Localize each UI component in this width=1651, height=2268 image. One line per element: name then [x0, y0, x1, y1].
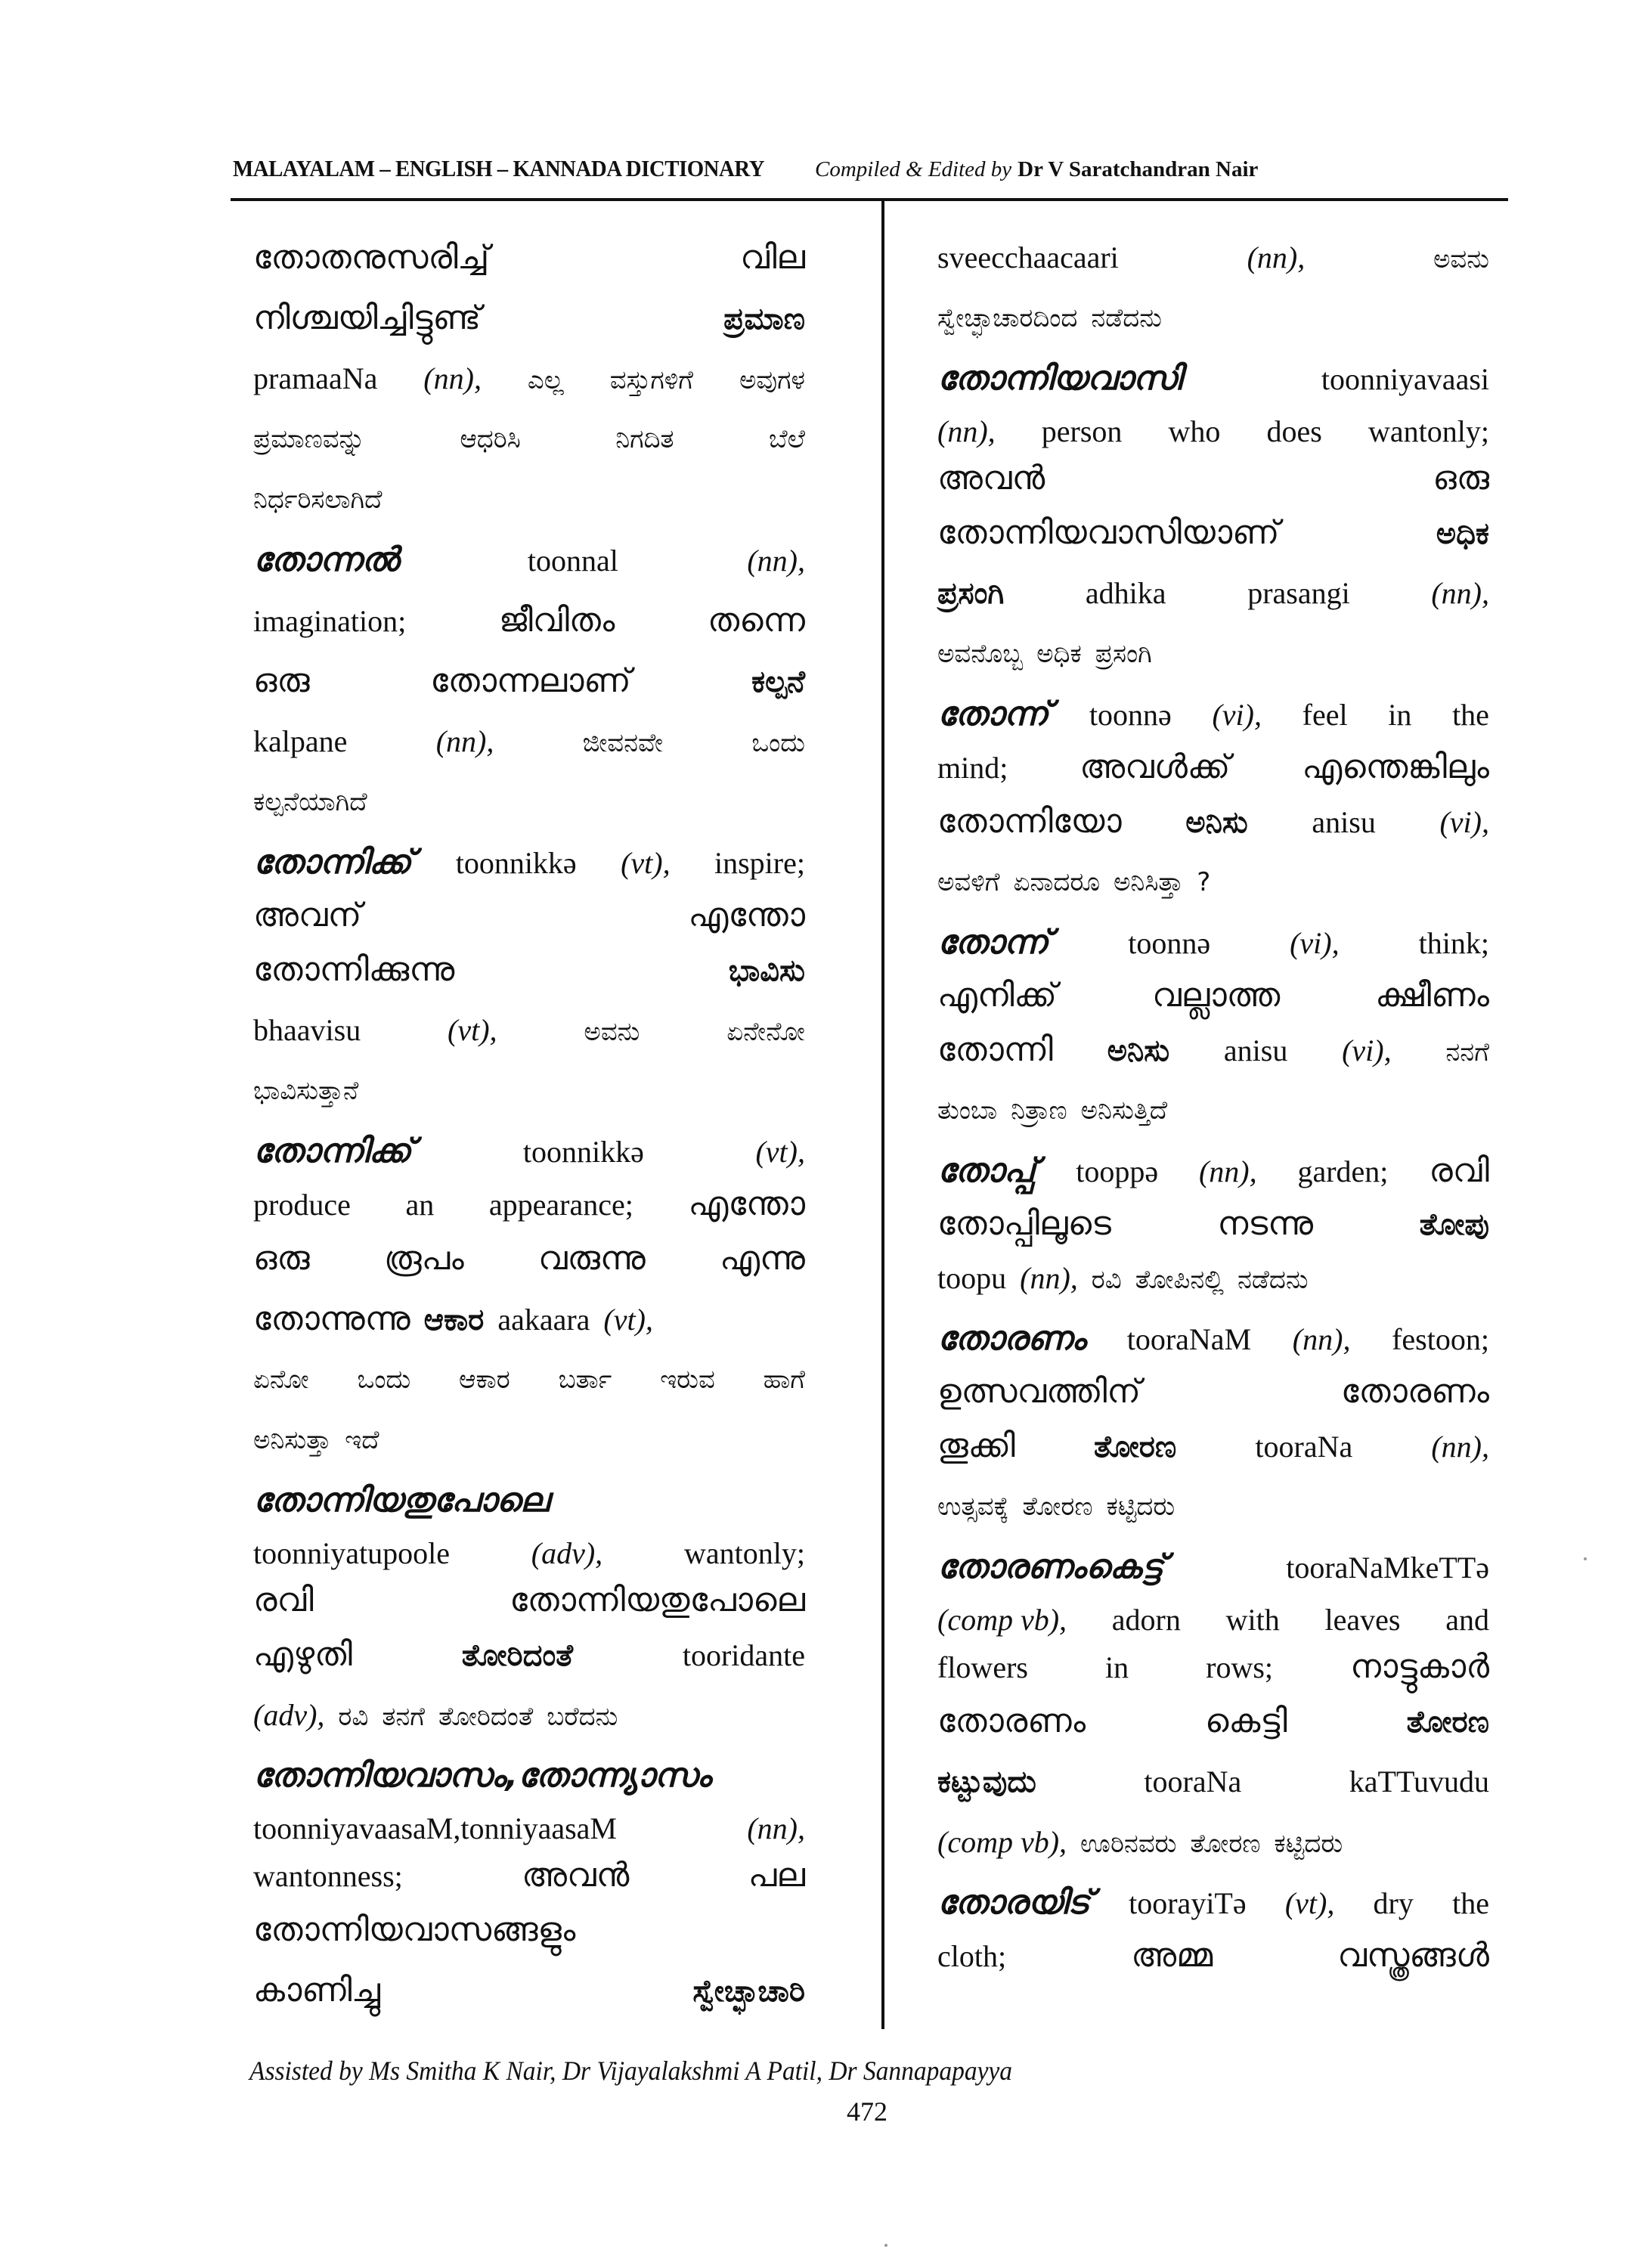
- english-text: toonnə: [1089, 698, 1172, 732]
- kannada-headword: ಪ್ರಮಾಣ: [723, 302, 805, 336]
- grammar-label: (nn),: [423, 361, 482, 395]
- column-divider: [881, 200, 884, 2029]
- malayalam-text: തന്നെ: [708, 601, 805, 640]
- scan-speck: [884, 2244, 887, 2247]
- dictionary-line: [253, 1852, 805, 1899]
- grammar-label: (vt),: [1284, 1886, 1335, 1920]
- dictionary-line: [253, 650, 805, 711]
- english-text: toonniyavaasaM,tonniyaasaM: [253, 1811, 617, 1845]
- dictionary-line: [253, 1181, 805, 1228]
- kannada-text: ಆಧರಿಸಿ: [460, 424, 521, 454]
- kannada-headword: ತೋರಣ: [1093, 1430, 1177, 1464]
- dictionary-line: [937, 562, 1489, 623]
- malayalam-text: എന്തോ: [688, 1185, 805, 1223]
- malayalam-text: അവന്: [253, 896, 362, 934]
- page-number: 472: [847, 2096, 887, 2127]
- kannada-text: ಅವಳಿಗೆ: [937, 867, 1000, 897]
- malayalam-text: തോപ്പിലൂടെ: [937, 1204, 1111, 1243]
- malayalam-text: തോന്നിയോ: [937, 802, 1122, 841]
- kannada-text: ಅನಿಸಿತ್ತಾ: [1114, 867, 1184, 897]
- english-text: anisu: [1312, 805, 1376, 839]
- dictionary-line: [253, 1228, 805, 1288]
- dictionary-line: [937, 408, 1489, 455]
- english-text: toonniyatupoole: [253, 1536, 450, 1570]
- headword: തോന്നിയതുപോലെ: [253, 1481, 549, 1520]
- kannada-text: ತೋರಿದಂತೆ: [438, 1702, 534, 1732]
- english-text: kaTTuvudu: [1349, 1765, 1489, 1799]
- malayalam-text: ഒരു: [1433, 459, 1489, 497]
- dictionary-line: [253, 590, 805, 650]
- dictionary-title: MALAYALAM – ENGLISH – KANNADA DICTIONARY: [233, 155, 765, 181]
- english-text: bhaavisu: [253, 1013, 361, 1047]
- english-text: imagination;: [253, 604, 407, 638]
- english-text: tooraNaM: [1126, 1322, 1252, 1356]
- dictionary-line: [253, 1577, 805, 1624]
- dictionary-line: [253, 1288, 805, 1349]
- malayalam-text: ഒരു: [253, 1239, 310, 1278]
- grammar-label: (vi),: [1212, 698, 1262, 732]
- dictionary-line: [253, 408, 805, 469]
- english-text: tooraNa: [1255, 1430, 1353, 1464]
- english-text: toonnikkə: [455, 846, 577, 880]
- headword: തോന്നിക്ക്: [253, 1132, 412, 1170]
- grammar-label: (nn),: [1198, 1154, 1257, 1188]
- headword: തോന്നിയവാസം,തോന്ന്യാസം: [253, 1756, 711, 1795]
- english-text: does: [1266, 414, 1322, 448]
- dictionary-line: [253, 1899, 805, 1960]
- malayalam-text: അവൻ: [522, 1856, 630, 1895]
- grammar-label: (nn),: [747, 544, 805, 578]
- grammar-label: (nn),: [937, 414, 996, 448]
- english-text: toonniyavaasi: [1321, 362, 1489, 396]
- kannada-text: ಉತ್ಸವಕ್ಕೆ: [937, 1492, 1009, 1522]
- dictionary-line: [253, 529, 805, 590]
- dictionary-line: [937, 1308, 1489, 1368]
- grammar-label: (vt),: [603, 1303, 653, 1337]
- kannada-headword: ಅನಿಸು: [1185, 805, 1248, 840]
- dictionary-line: [253, 1745, 805, 1805]
- english-text: adhika: [1085, 576, 1166, 610]
- malayalam-text: എന്തെങ്കിലും: [1302, 748, 1489, 786]
- english-text: an: [405, 1188, 435, 1222]
- dictionary-line: [937, 455, 1489, 502]
- kannada-text: ಬೆಲೆ: [769, 424, 805, 454]
- english-text: pramaaNa: [253, 361, 378, 395]
- dictionary-line: [253, 1960, 805, 2020]
- kannada-text: ಅವನು: [1433, 244, 1489, 274]
- dictionary-line: [937, 1368, 1489, 1415]
- english-text: dry: [1373, 1886, 1414, 1920]
- kannada-text: ನಡೆದನು: [1237, 1265, 1309, 1295]
- malayalam-text: കെട്ടി: [1204, 1702, 1287, 1740]
- english-text: garden;: [1297, 1154, 1389, 1188]
- grammar-label: (nn),: [1020, 1261, 1078, 1295]
- kannada-headword: ಅನಿಸು: [1107, 1033, 1170, 1068]
- left-column: [253, 227, 805, 2020]
- grammar-label: (vt),: [448, 1013, 497, 1047]
- kannada-text: ಎಲ್ಲ: [527, 365, 564, 395]
- kannada-headword: ಕಲ್ಪನೆ: [751, 665, 805, 699]
- header-rule: [231, 198, 1508, 201]
- kannada-text: ಏನಾದರೂ: [1013, 867, 1101, 897]
- english-text: with: [1225, 1603, 1280, 1637]
- kannada-headword: ತೋರಣ: [1406, 1705, 1489, 1740]
- english-text: anisu: [1223, 1033, 1288, 1067]
- malayalam-text: നാട്ടുകാർ: [1350, 1647, 1489, 1686]
- english-text: tooppə: [1076, 1154, 1159, 1188]
- right-column: [937, 227, 1489, 1979]
- dictionary-line: [253, 1805, 805, 1852]
- kannada-headword: ಕಟ್ಟುವುದು: [937, 1765, 1036, 1799]
- headword: തോരണംകെട്ട്: [937, 1548, 1164, 1586]
- dictionary-line: [253, 1470, 805, 1530]
- kannada-text: ಇರುವ: [660, 1365, 715, 1395]
- dictionary-line: [253, 348, 805, 408]
- kannada-text: ಊರಿನವರು: [1080, 1829, 1177, 1859]
- grammar-label: (adv),: [253, 1698, 325, 1732]
- dictionary-line: [253, 1684, 805, 1745]
- english-text: toonnə: [1128, 926, 1211, 960]
- malayalam-text: തോന്നലാണ്: [430, 662, 631, 700]
- dictionary-line: [937, 744, 1489, 791]
- grammar-label: (nn),: [1431, 576, 1489, 610]
- dictionary-line: [937, 851, 1489, 912]
- dictionary-line: [937, 1644, 1489, 1690]
- scan-speck: [1584, 1557, 1587, 1560]
- kannada-text: ಸ್ವೇಚ್ಛಾಚಾರದಿಂದ: [937, 303, 1078, 333]
- headword: തോന്നിയവാസി: [937, 359, 1182, 398]
- malayalam-text: വല്ലാത്ത: [1152, 976, 1281, 1015]
- dictionary-line: [937, 1811, 1489, 1872]
- english-text: flowers: [937, 1650, 1028, 1684]
- dictionary-line: [253, 1060, 805, 1120]
- english-text: tooridante: [682, 1638, 805, 1672]
- malayalam-text: രവി: [1429, 1151, 1489, 1190]
- dictionary-line: [253, 711, 805, 771]
- english-text: inspire;: [714, 846, 805, 880]
- malayalam-text: നിശ്ചയിച്ചിട്ടുണ്ട്: [253, 299, 482, 337]
- malayalam-text: ഒരു: [253, 662, 310, 700]
- grammar-label: (nn),: [1431, 1430, 1489, 1464]
- malayalam-text: ഉത്സവത്തിന്: [937, 1372, 1141, 1411]
- malayalam-text: തോന്നിയവാസിയാണ്: [937, 513, 1280, 552]
- grammar-label: (comp vb),: [937, 1825, 1067, 1859]
- dictionary-line: [937, 287, 1489, 348]
- malayalam-text: എഴുതി: [253, 1635, 352, 1674]
- kannada-text: ಹಾಗೆ: [763, 1365, 805, 1395]
- dictionary-line: [937, 502, 1489, 562]
- english-text: in: [1388, 698, 1412, 732]
- english-text: adorn: [1111, 1603, 1181, 1637]
- english-text: tooraNa: [1144, 1765, 1242, 1799]
- malayalam-text: തോന്നിയവാസങ്ങളും: [253, 1910, 576, 1949]
- english-text: appearance;: [488, 1188, 633, 1222]
- kannada-text: ಒಂದು: [357, 1365, 411, 1395]
- headword: തോന്നിക്ക്: [253, 843, 412, 881]
- malayalam-text: തോരണം: [1340, 1372, 1489, 1411]
- kannada-text: ನನಗೆ: [1445, 1037, 1489, 1067]
- kannada-text: ಏನೇನೋ: [726, 1017, 805, 1047]
- kannada-text: ಅಧಿಕ: [1036, 639, 1082, 669]
- malayalam-text: പല: [748, 1856, 805, 1895]
- malayalam-text: ജീവിതം: [498, 601, 615, 640]
- dictionary-line: [253, 1409, 805, 1470]
- kannada-text: ಕಟ್ಟಿದರು: [1274, 1829, 1343, 1859]
- footer-credit: Assisted by Ms Smitha K Nair, Dr Vijayalakshmi A Patil, Dr Sannapapayya: [249, 2056, 1013, 2086]
- kannada-headword: ಆಕಾರ: [423, 1303, 485, 1337]
- kannada-text: ಪ್ರಮಾಣವನ್ನು: [253, 424, 365, 454]
- kannada-text: ?: [1197, 867, 1211, 897]
- english-text: produce: [253, 1188, 351, 1222]
- english-text: prasangi: [1247, 576, 1350, 610]
- english-text: sveecchaacaari: [937, 240, 1119, 274]
- kannada-text: ಜೀವನವೇ: [582, 728, 663, 758]
- dictionary-line: [937, 972, 1489, 1019]
- dictionary-line: [937, 1415, 1489, 1476]
- grammar-label: (comp vb),: [937, 1603, 1067, 1637]
- headword: തോന്ന്: [937, 923, 1049, 962]
- grammar-label: (nn),: [747, 1811, 805, 1845]
- kannada-text: ಒಂದು: [751, 728, 805, 758]
- kannada-text: ವಸ್ತುಗಳಿಗೆ: [609, 365, 694, 395]
- headword: തോന്ന്: [937, 695, 1049, 733]
- grammar-label: (vi),: [1290, 926, 1340, 960]
- dictionary-line: [253, 1120, 805, 1181]
- dictionary-line: [253, 227, 805, 287]
- malayalam-text: തോന്നി: [937, 1030, 1053, 1069]
- kannada-text: ಆಕಾರ: [459, 1365, 510, 1395]
- dictionary-line: [937, 1536, 1489, 1597]
- headword: തോരണം: [937, 1319, 1086, 1358]
- headword: തോരയിട്: [937, 1883, 1090, 1922]
- dictionary-line: [937, 1140, 1489, 1201]
- kannada-text: ನಿರ್ಧರಿಸಲಾಗಿದೆ: [253, 485, 383, 515]
- malayalam-text: തോന്നിക്കുന്നു: [253, 950, 455, 989]
- kannada-text: ಅನಿಸುತ್ತಾ: [253, 1425, 332, 1455]
- kannada-text: ರವಿ: [1091, 1265, 1122, 1295]
- malayalam-text: അവൾക്ക്: [1080, 748, 1231, 786]
- dictionary-line: [937, 912, 1489, 972]
- english-text: toonnikkə: [522, 1135, 644, 1169]
- kannada-headword: ಅಧಿಕ: [1436, 516, 1489, 551]
- grammar-label: (vi),: [1439, 805, 1489, 839]
- kannada-text: ಅವುಗಳ: [739, 365, 805, 395]
- english-text: toorayiTə: [1129, 1886, 1247, 1920]
- malayalam-text: വരുന്നു: [538, 1239, 646, 1278]
- dictionary-line: [937, 1476, 1489, 1536]
- dictionary-line: [937, 1690, 1489, 1751]
- kannada-text: ಭಾವಿಸುತ್ತಾನೆ: [253, 1076, 359, 1106]
- english-text: festoon;: [1392, 1322, 1489, 1356]
- english-text: kalpane: [253, 724, 348, 758]
- dictionary-line: [937, 1751, 1489, 1811]
- malayalam-text: കാണിച്ചു: [253, 1971, 380, 2009]
- kannada-text: ತೋರಣ: [1022, 1492, 1093, 1522]
- kannada-text: ತುಂಬಾ: [937, 1095, 998, 1126]
- running-header: [233, 155, 1518, 185]
- english-text: mind;: [937, 751, 1008, 785]
- kannada-headword: ಭಾವಿಸು: [728, 953, 805, 988]
- dictionary-line: [253, 892, 805, 939]
- malayalam-text: തോരണം: [937, 1702, 1086, 1740]
- malayalam-text: തൂക്കി: [937, 1427, 1015, 1465]
- dictionary-line: [253, 999, 805, 1060]
- dictionary-line: [937, 1932, 1489, 1979]
- dictionary-line: [253, 469, 805, 529]
- english-text: cloth;: [937, 1939, 1007, 1973]
- dictionary-line: [937, 683, 1489, 744]
- kannada-text: ಬರೆದನು: [547, 1702, 618, 1732]
- kannada-text: ಪ್ರಸಂಗಿ: [1095, 639, 1152, 669]
- kannada-text: ಅವನೊಬ್ಬ: [937, 639, 1024, 669]
- english-text: in: [1105, 1650, 1129, 1684]
- english-text: the: [1452, 1886, 1489, 1920]
- malayalam-text: എന്തോ: [688, 896, 805, 934]
- kannada-text: ಇದೆ: [345, 1425, 379, 1455]
- dictionary-line: [253, 1349, 805, 1409]
- kannada-text: ಕಲ್ಪನೆಯಾಗಿದೆ: [253, 787, 367, 817]
- dictionary-line: [937, 1019, 1489, 1080]
- dictionary-line: [253, 771, 805, 832]
- english-text: think;: [1418, 926, 1489, 960]
- english-text: toonnal: [527, 544, 618, 578]
- malayalam-text: അമ്മ: [1131, 1936, 1213, 1975]
- kannada-headword: ತೋರಿದಂತೆ: [461, 1638, 574, 1673]
- dictionary-line: [937, 227, 1489, 287]
- malayalam-text: വില: [740, 238, 805, 277]
- dictionary-line: [253, 939, 805, 999]
- compiled-label: Compiled & Edited by: [815, 157, 1012, 181]
- english-text: aakaara: [497, 1303, 590, 1337]
- kannada-text: ಏನೋ: [253, 1365, 309, 1395]
- english-text: feel: [1302, 698, 1348, 732]
- kannada-headword: ತೋಪು: [1419, 1207, 1489, 1242]
- english-text: wantonly;: [1368, 414, 1489, 448]
- english-text: who: [1168, 414, 1221, 448]
- dictionary-line: [253, 1530, 805, 1577]
- dictionary-line: [937, 348, 1489, 408]
- kannada-text: ಅನಿಸುತ್ತಿದೆ: [1080, 1095, 1168, 1126]
- kannada-headword: ಪ್ರಸಂಗಿ: [937, 576, 1005, 611]
- english-text: toopu: [937, 1261, 1007, 1295]
- dictionary-line: [937, 791, 1489, 851]
- english-text: and: [1445, 1603, 1489, 1637]
- dictionary-line: [253, 832, 805, 892]
- dictionary-line: [937, 1080, 1489, 1140]
- grammar-label: (nn),: [1292, 1322, 1351, 1356]
- kannada-text: ಬರ್ತಾ: [558, 1365, 612, 1395]
- malayalam-text: നടന്നു: [1217, 1204, 1314, 1243]
- headword: തോന്നൽ: [253, 541, 399, 579]
- english-text: the: [1452, 698, 1489, 732]
- kannada-text: ತೋಪಿನಲ್ಲಿ: [1135, 1265, 1224, 1295]
- kannada-text: ನಿಗದಿತ: [615, 424, 674, 454]
- grammar-label: (adv),: [531, 1536, 603, 1570]
- kannada-text: ನಡೆದನು: [1091, 303, 1162, 333]
- malayalam-text: വസ്ത്രങ്ങൾ: [1337, 1936, 1489, 1975]
- author-name: Dr V Saratchandran Nair: [1018, 157, 1259, 181]
- english-text: rows;: [1206, 1650, 1274, 1684]
- malayalam-text: രൂപം: [383, 1239, 464, 1278]
- kannada-text: ರವಿ: [338, 1702, 369, 1732]
- english-text: wantonness;: [253, 1859, 403, 1893]
- kannada-text: ಕಟ್ಟಿದರು: [1106, 1492, 1176, 1522]
- kannada-text: ತೋರಣ: [1190, 1829, 1261, 1859]
- malayalam-text: ക്ഷീണം: [1375, 976, 1489, 1015]
- grammar-label: (vt),: [621, 846, 671, 880]
- kannada-text: ನಿತ್ರಾಣ: [1011, 1095, 1067, 1126]
- malayalam-text: രവി: [253, 1581, 314, 1619]
- malayalam-text: എന്നു: [720, 1239, 805, 1278]
- malayalam-text: അവൻ: [937, 459, 1045, 497]
- malayalam-text: തോന്നുന്നു: [253, 1300, 410, 1338]
- dictionary-line: [253, 287, 805, 348]
- english-text: wantonly;: [684, 1536, 805, 1570]
- kannada-text: ಅವನು: [584, 1017, 640, 1047]
- kannada-text: ತನಗೆ: [382, 1702, 426, 1732]
- dictionary-line: [937, 1597, 1489, 1644]
- grammar-label: (vi),: [1342, 1033, 1392, 1067]
- dictionary-line: [937, 1201, 1489, 1247]
- malayalam-text: തോന്നിയതുപോലെ: [510, 1581, 805, 1619]
- dictionary-line: [253, 1624, 805, 1684]
- dictionary-line: [937, 623, 1489, 683]
- malayalam-text: തോതനുസരിച്ച്: [253, 238, 490, 277]
- headword: തോപ്പ്: [937, 1151, 1036, 1190]
- grammar-label: (vt),: [755, 1135, 805, 1169]
- dictionary-line: [937, 1247, 1489, 1308]
- grammar-label: (nn),: [1247, 240, 1306, 274]
- dictionary-line: [937, 1872, 1489, 1932]
- kannada-headword: ಸ್ವೇಚ್ಛಾಚಾರಿ: [692, 1974, 805, 2009]
- english-text: tooraNaMkeTTə: [1286, 1551, 1489, 1585]
- english-text: leaves: [1324, 1603, 1401, 1637]
- grammar-label: (nn),: [435, 724, 494, 758]
- malayalam-text: എനിക്ക്: [937, 976, 1058, 1015]
- english-text: person: [1041, 414, 1123, 448]
